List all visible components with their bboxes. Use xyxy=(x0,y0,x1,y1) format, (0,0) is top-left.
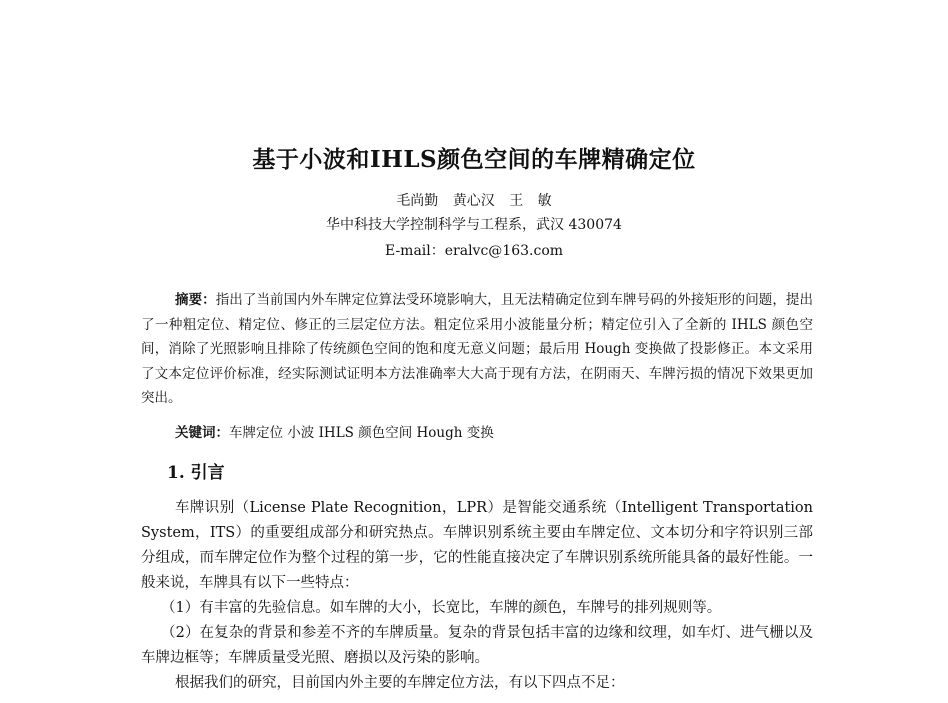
abstract-text: 指出了当前国内外车牌定位算法受环境影响大，且无法精确定位到车牌号码的外接矩形的问题，提出了一种粗定位、精定位、修正的三层定位方法。粗定位采用小波能量分析；精定位引入了全新的 IHLS 颜色空间，消除了光照影响且排除了传统颜色空间的饱和度无意义问题；最后用 Hough 变换做了投影修正。本文采用了文本定位评价标准，经实际测试证明本方法准确率大大高于现有方法，在阴雨天、车牌污损的情况下效果更加突出。 xyxy=(141,292,814,406)
paper-title: 基于小波和IHLS颜色空间的车牌精确定位 xyxy=(252,146,696,173)
body-paragraph-4: 根据我们的研究，目前国内外主要的车牌定位方法，有以下四点不足： xyxy=(175,675,625,691)
authors: 毛尚勤 黄心汉 王 敏 xyxy=(396,193,552,209)
body-paragraph-1: 车牌识别（License Plate Recognition，LPR）是智能交通系统（Intelligent Transportation System，ITS）的重要组成部分和研究热点。车牌识别系统主要由车牌定位、文本切分和字符识别三部分组成，而车牌定位作为整个过程的第一步，它的性能直接决定了车牌识别系统所能具备的最好性能。一般来说，车牌具有以下一些特点： xyxy=(141,500,813,591)
section-heading: 1. 引言 xyxy=(167,463,225,483)
keywords-label: 关键词： xyxy=(175,425,229,441)
body-paragraph-3: （2）在复杂的背景和参差不齐的车牌质量。复杂的背景包括丰富的边缘和纹理，如车灯、进气栅以及车牌边框等；车牌质量受光照、磨损以及污染的影响。 xyxy=(141,625,813,666)
abstract-label: 摘要： xyxy=(175,292,216,308)
abstract xyxy=(141,288,813,411)
email: E-mail：eralvc@163.com xyxy=(384,243,564,259)
affiliation: 华中科技大学控制科学与工程系，武汉 430074 xyxy=(326,217,622,233)
body-paragraph-2: （1）有丰富的先验信息。如车牌的大小，长宽比，车牌的颜色，车牌号的排列规则等。 xyxy=(161,600,722,616)
body-text xyxy=(141,496,813,696)
keywords xyxy=(141,421,813,446)
keywords-text: 车牌定位 小波 IHLS 颜色空间 Hough 变换 xyxy=(229,425,494,441)
